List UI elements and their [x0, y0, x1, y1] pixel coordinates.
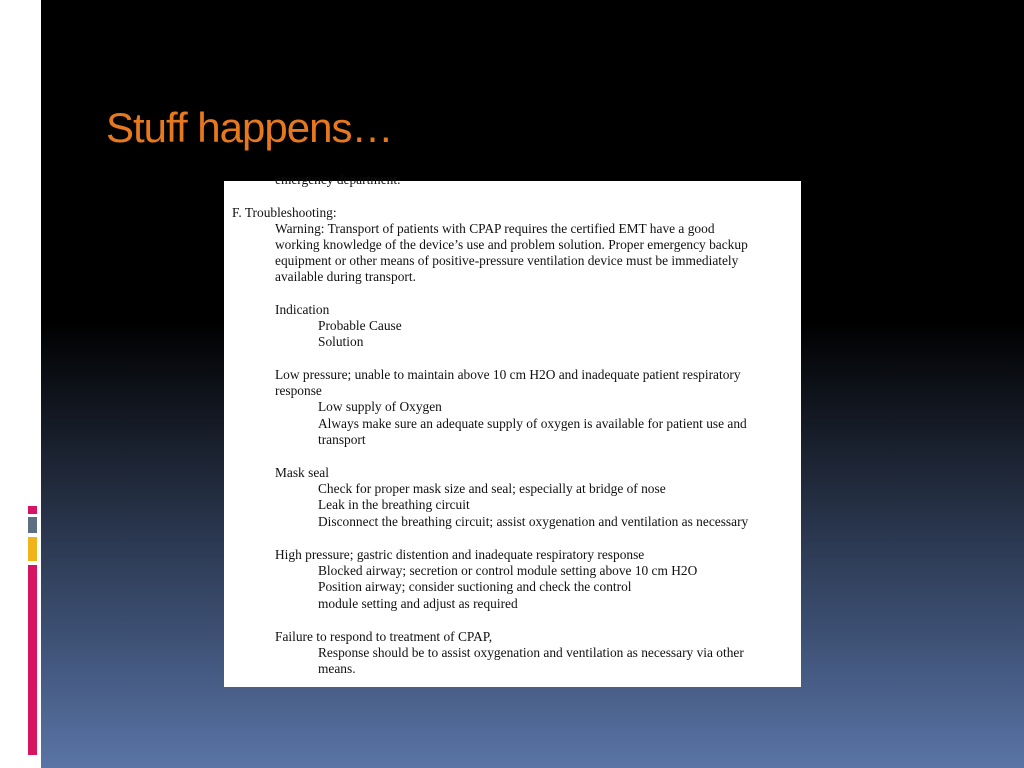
doc-mask-seal-solution: Disconnect the breathing circuit; assist oxygenation and ventilation as necessary — [318, 514, 749, 529]
doc-legend-indication: Indication — [275, 302, 330, 317]
accent-bar-pink — [28, 565, 37, 755]
doc-low-pressure-cause: Low supply of Oxygen — [318, 399, 442, 414]
accent-bar-gray — [28, 517, 37, 533]
doc-high-pressure-cause: Blocked airway; secretion or control module setting above 10 cm H2O — [318, 563, 698, 578]
doc-legend-cause: Probable Cause — [318, 318, 402, 333]
doc-mask-seal-cause: Leak in the breathing circuit — [318, 497, 470, 512]
doc-low-pressure-solution: transport — [318, 432, 366, 447]
doc-warning-line: available during transport. — [275, 269, 416, 284]
doc-failure-solution: Response should be to assist oxygenation and ventilation as necessary via other — [318, 645, 744, 660]
doc-section-heading: F. Troubleshooting: — [232, 205, 337, 220]
accent-bar-yellow — [28, 537, 37, 561]
doc-low-pressure-solution: Always make sure an adequate supply of oxygen is available for patient use and — [318, 416, 747, 431]
accent-bar-red — [28, 506, 37, 514]
doc-high-pressure-indication: High pressure; gastric distention and inadequate respiratory response — [275, 547, 645, 562]
doc-warning-line: working knowledge of the device’s use and problem solution. Proper emergency backup — [275, 237, 748, 252]
doc-warning-line: Warning: Transport of patients with CPAP requires the certified EMT have a good — [275, 221, 715, 236]
doc-low-pressure-indication: response — [275, 383, 322, 398]
slide-title: Stuff happens… — [106, 104, 393, 151]
doc-legend-solution: Solution — [318, 334, 364, 349]
doc-cut-line: emergency department. — [275, 172, 401, 187]
document-image — [224, 172, 801, 687]
doc-mask-seal-solution: Check for proper mask size and seal; especially at bridge of nose — [318, 481, 666, 496]
doc-warning-line: equipment or other means of positive-pressure ventilation device must be immediately — [275, 253, 739, 268]
doc-high-pressure-solution: module setting and adjust as required — [318, 596, 518, 611]
doc-low-pressure-indication: Low pressure; unable to maintain above 10 cm H2O and inadequate patient respiratory — [275, 367, 741, 382]
doc-high-pressure-solution: Position airway; consider suctioning and check the control — [318, 579, 632, 594]
doc-failure-solution: means. — [318, 661, 356, 676]
doc-mask-seal-indication: Mask seal — [275, 465, 329, 480]
doc-failure-indication: Failure to respond to treatment of CPAP, — [275, 629, 493, 644]
